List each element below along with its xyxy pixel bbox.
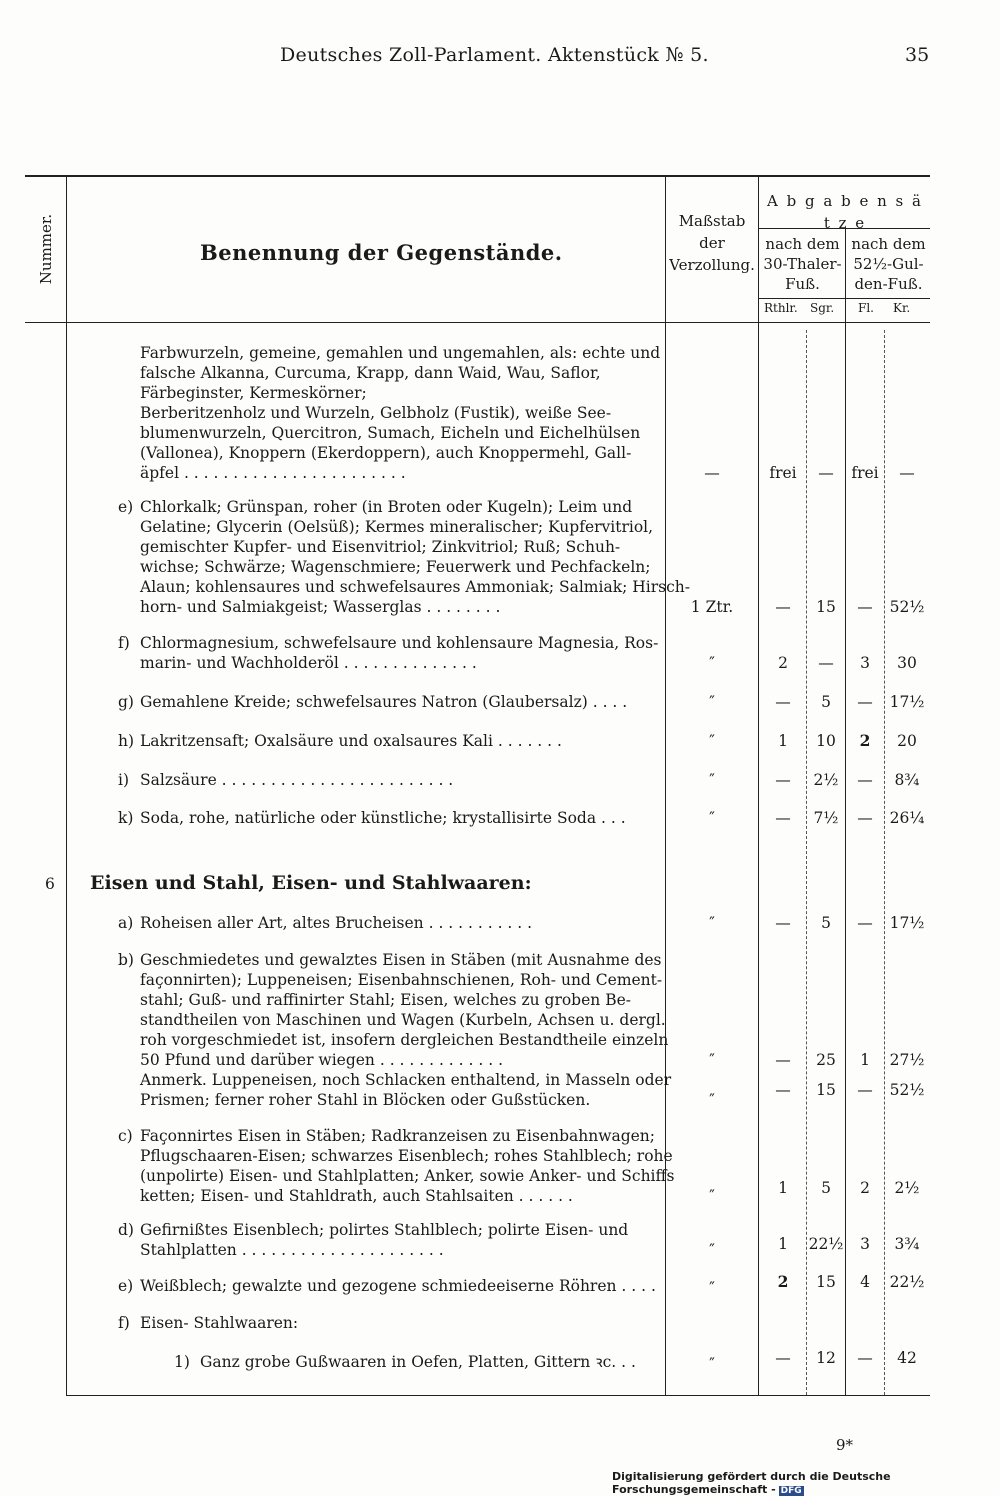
sgr-value: 25 [816, 1051, 836, 1069]
entry-line: falsche Alkanna, Curcuma, Krapp, dann Waid, Wau, Saflor, [140, 364, 601, 382]
fl-value: — [857, 598, 873, 616]
fl-value: — [857, 1081, 873, 1099]
rthlr-value: — [775, 914, 791, 932]
entry-line: blumenwurzeln, Quercitron, Sumach, Eicheln und Eichelhülsen [140, 424, 641, 442]
rthlr-value: 1 [778, 732, 788, 750]
entry-line: Pflugschaaren-Eisen; schwarzes Eisenblech; rohes Stahlblech; rohe [140, 1147, 673, 1165]
section-title: Eisen und Stahl, Eisen- und Stahlwaaren: [90, 872, 532, 894]
entry-line: horn- und Salmiakgeist; Wasserglas . . . . . . . . [140, 598, 501, 616]
sgr-value: 15 [816, 1081, 836, 1099]
entry-line: Soda, rohe, natürliche oder künstliche; krystallisirte Soda . . . [140, 809, 626, 827]
fl-value: — [857, 809, 873, 827]
measure-value: ″ [709, 809, 715, 827]
entry-line: (Vallonea), Knoppern (Ekerdoppern), auch Knoppermehl, Gall- [140, 444, 632, 462]
fl-value: 3 [860, 654, 870, 672]
kr-value: 52½ [889, 1081, 925, 1099]
fl-value: — [857, 1349, 873, 1367]
rthlr-value: 1 [778, 1235, 788, 1253]
entry-line: Färbeginster, Kermeskörner; [140, 384, 367, 402]
unit-sgr: Sgr. [810, 301, 835, 315]
fl-value: 2 [859, 731, 871, 750]
kr-value: 8¾ [894, 771, 920, 789]
fl-value: frei [851, 464, 879, 482]
entry-label: b) [118, 951, 134, 969]
entry-line: Anmerk. Luppeneisen, noch Schlacken enthaltend, in Masseln oder [140, 1071, 672, 1089]
entry-label: e) [118, 1277, 134, 1295]
entry-label: h) [118, 732, 135, 750]
rthlr-value: 2 [778, 654, 788, 672]
entry-line: Eisen- Stahlwaaren: [140, 1314, 299, 1332]
unit-kr: Kr. [893, 301, 911, 315]
measure-value: ″ [709, 1187, 715, 1205]
fl-value: — [857, 771, 873, 789]
kr-value: 42 [897, 1349, 917, 1367]
entry-line: Roheisen aller Art, altes Brucheisen . . . . . . . . . . . [140, 914, 533, 932]
fl-value: 1 [860, 1051, 870, 1069]
measure-value: ″ [709, 771, 715, 789]
kr-value: 30 [897, 654, 917, 672]
col-duties-head: A b g a b e n s ä t z e [767, 192, 923, 232]
measure-value: ″ [709, 1051, 715, 1069]
running-title: Deutsches Zoll-Parlament. Aktenstück № 5. [280, 44, 709, 66]
entry-line: äpfel . . . . . . . . . . . . . . . . . . . . . . . [140, 464, 406, 482]
col-name-head: Benennung der Gegenstände. [200, 240, 563, 265]
entry-label: f) [118, 634, 130, 652]
sgr-value: 5 [821, 1179, 831, 1197]
entry-line: Chlorkalk; Grünspan, roher (in Broten oder Kugeln); Leim und [140, 498, 633, 516]
kr-value: 26¼ [889, 809, 925, 827]
unit-rthlr: Rthlr. [764, 301, 798, 315]
entry-line: (unpolirte) Eisen- und Stahlplatten; Anker, sowie Anker- und Schiffs [140, 1167, 675, 1185]
sgr-value: 5 [821, 914, 831, 932]
kr-value: 17½ [889, 914, 925, 932]
entry-label: e) [118, 498, 134, 516]
entry-line: roh vorgeschmiedet ist, insofern dergleichen Bestandtheile einzeln [140, 1031, 669, 1049]
entry-label: f) [118, 1314, 130, 1332]
table-head-rule [25, 322, 930, 323]
unit-fl: Fl. [858, 301, 874, 315]
rthlr-value: — [775, 1349, 791, 1367]
rthlr-value: — [775, 1051, 791, 1069]
signature-mark: 9* [836, 1436, 854, 1454]
entry-label: i) [118, 771, 130, 789]
entry-line: gemischter Kupfer- und Eisenvitriol; Zinkvitriol; Ruß; Schuh- [140, 538, 621, 556]
measure-value: — [704, 464, 720, 482]
entry-line: stahl; Guß- und raffinirter Stahl; Eisen, welches zu groben Be- [140, 991, 631, 1009]
fl-value: 4 [860, 1273, 870, 1291]
col-gulden-head: nach dem 52½-Gul- den-Fuß. [851, 235, 926, 293]
kr-value: — [899, 464, 915, 482]
table-bottom-rule [66, 1395, 930, 1396]
entry-label: d) [118, 1221, 134, 1239]
entry-line: Gelatine; Glycerin (Oelsüß); Kermes mineralischer; Kupfervitriol, [140, 518, 654, 536]
entry-label: g) [118, 693, 134, 711]
fl-value: 3 [860, 1235, 870, 1253]
sgr-value: 5 [821, 693, 831, 711]
kr-value: 27½ [889, 1051, 925, 1069]
rthlr-value: 2 [777, 1272, 789, 1291]
kr-value: 52½ [889, 598, 925, 616]
entry-line: Façonnirtes Eisen in Stäben; Radkranzeisen zu Eisenbahnwagen; [140, 1127, 656, 1145]
entry-line: Geschmiedetes und gewalztes Eisen in Stäben (mit Ausnahme des [140, 951, 662, 969]
entry-line: Ganz grobe Gußwaaren in Oefen, Platten, Gittern ꝛc. . . [200, 1353, 636, 1371]
measure-value: 1 Ztr. [690, 598, 734, 616]
entry-label: c) [118, 1127, 133, 1145]
kr-value: 22½ [889, 1273, 925, 1291]
sgr-value: — [818, 654, 834, 672]
sgr-value: 7½ [813, 809, 839, 827]
entry-line: Chlormagnesium, schwefelsaure und kohlensaure Magnesia, Ros- [140, 634, 659, 652]
rthlr-value: — [775, 693, 791, 711]
section-number: 6 [45, 875, 55, 893]
digitization-footer [612, 1470, 1000, 1496]
rthlr-value: frei [769, 464, 797, 482]
entry-line: façonnirten); Luppeneisen; Eisenbahnschienen, Roh- und Cement- [140, 971, 663, 989]
sgr-value: 15 [816, 598, 836, 616]
col-measure-head: Maßstab der Verzollung. [669, 212, 755, 274]
kr-value: 2½ [894, 1179, 920, 1197]
entry-line: Prismen; ferner roher Stahl in Blöcken oder Gußstücken. [140, 1091, 591, 1109]
entry-line: Berberitzenholz und Wurzeln, Gelbholz (Fustik), weiße See- [140, 404, 612, 422]
entry-line: wichse; Schwärze; Wagenschmiere; Feuerwerk und Pechfackeln; [140, 558, 651, 576]
entry-line: Lakritzensaft; Oxalsäure und oxalsaures Kali . . . . . . . [140, 732, 562, 750]
sgr-value: 12 [816, 1349, 836, 1367]
page-number: 35 [905, 44, 930, 66]
sgr-value: 15 [816, 1273, 836, 1291]
table-top-rule [25, 175, 930, 177]
entry-line: Weißblech; gewalzte und gezogene schmiedeeiserne Röhren . . . . [140, 1277, 656, 1295]
fl-value: — [857, 914, 873, 932]
entry-line: Farbwurzeln, gemeine, gemahlen und ungemahlen, als: echte und [140, 344, 661, 362]
units-head-rule [758, 298, 930, 299]
entry-label: 1) [174, 1353, 190, 1371]
sgr-value: 2½ [813, 771, 839, 789]
measure-value: ″ [709, 654, 715, 672]
footer-text: Digitalisierung gefördert durch die Deutsche Forschungsgemeinschaft - [612, 1470, 891, 1496]
rthlr-value: — [775, 809, 791, 827]
fl-value: — [857, 693, 873, 711]
rthlr-value: 1 [778, 1179, 788, 1197]
rthlr-value: — [775, 771, 791, 789]
measure-value: ″ [709, 1241, 715, 1259]
kr-value: 3¾ [894, 1235, 920, 1253]
col-thaler-head: nach dem 30-Thaler- Fuß. [763, 235, 842, 293]
measure-value: ″ [709, 732, 715, 750]
fl-value: 2 [860, 1179, 870, 1197]
entry-line: standtheilen von Maschinen und Wagen (Kurbeln, Achsen u. dergl. [140, 1011, 666, 1029]
entry-line: ketten; Eisen- und Stahldrath, auch Stahlsaiten . . . . . . [140, 1187, 573, 1205]
entry-line: 50 Pfund und darüber wiegen . . . . . . . . . . . . . [140, 1051, 504, 1069]
sgr-value: 10 [816, 732, 836, 750]
rthlr-value: — [775, 598, 791, 616]
col-number-head: Nummer. [37, 213, 55, 285]
entry-line: Alaun; kohlensaures und schwefelsaures Ammoniak; Salmiak; Hirsch- [140, 578, 690, 596]
measure-value: ″ [709, 1279, 715, 1297]
entry-line: Gefirnißtes Eisenblech; polirtes Stahlblech; polirte Eisen- und [140, 1221, 629, 1239]
measure-value: ″ [709, 914, 715, 932]
col-divider-name [665, 175, 666, 1395]
measure-value: ″ [709, 693, 715, 711]
col-divider-measure [758, 175, 759, 1395]
entry-line: Stahlplatten . . . . . . . . . . . . . . . . . . . . . [140, 1241, 444, 1259]
measure-value: ″ [709, 1091, 715, 1109]
entry-line: marin- und Wachholderöl . . . . . . . . . . . . . . [140, 654, 477, 672]
entry-line: Salzsäure . . . . . . . . . . . . . . . . . . . . . . . . [140, 771, 454, 789]
entry-line: Gemahlene Kreide; schwefelsaures Natron (Glaubersalz) . . . . [140, 693, 628, 711]
measure-value: ″ [709, 1355, 715, 1373]
col-divider-number [66, 175, 67, 1395]
dfg-logo: DFG [780, 1486, 802, 1496]
entry-label: a) [118, 914, 134, 932]
kr-value: 20 [897, 732, 917, 750]
entry-label: k) [118, 809, 134, 827]
sgr-value: — [818, 464, 834, 482]
rthlr-value: — [775, 1081, 791, 1099]
sgr-value: 22½ [808, 1235, 844, 1253]
kr-value: 17½ [889, 693, 925, 711]
